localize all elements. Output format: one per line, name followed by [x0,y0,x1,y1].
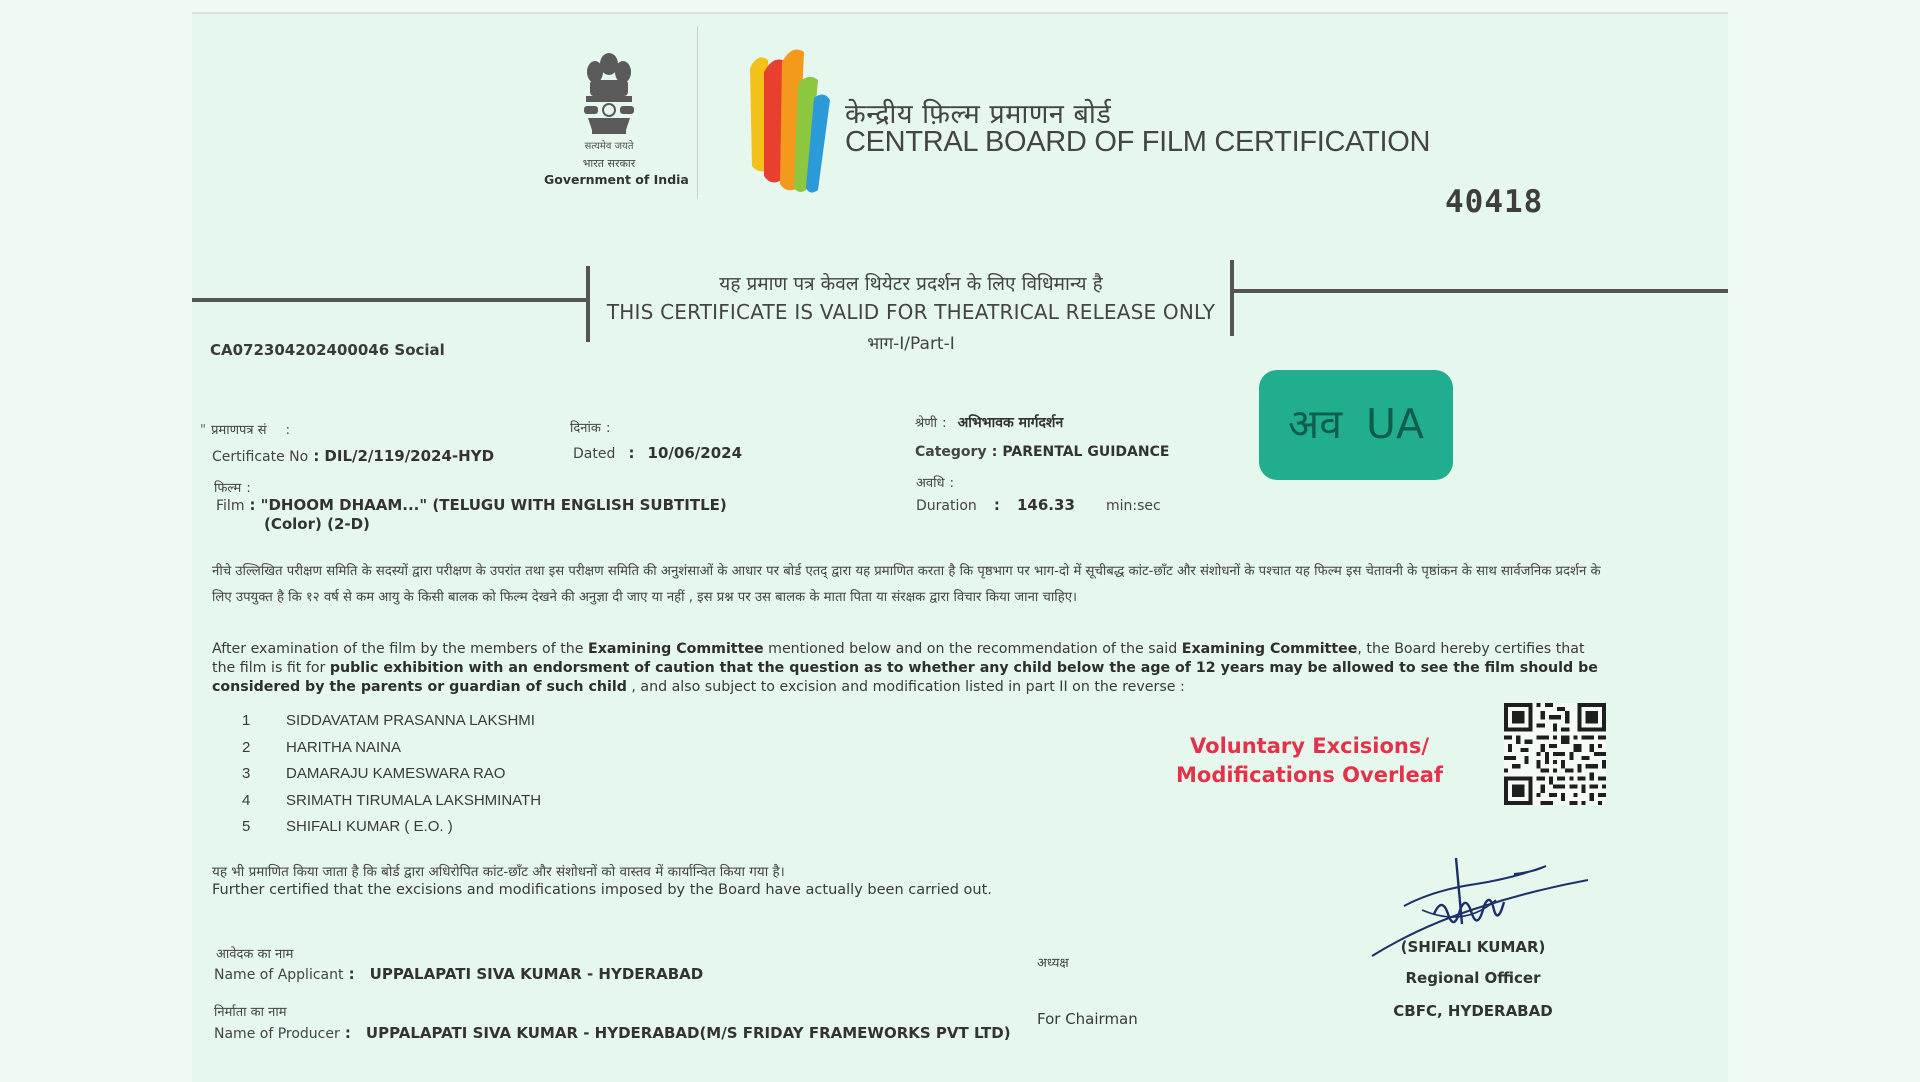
government-emblem-block [544,50,689,187]
applicant-label-hindi: आवेदक का नाम [216,947,294,962]
list-item: 4 SRIMATH TIRUMALA LAKSHMINATH [242,791,542,809]
government-hindi: भारत सरकार [582,157,636,170]
duration-value: 146.33 [1017,496,1075,514]
film-format: (Color) (2-D) [264,515,370,533]
government-english: Government of India [544,172,689,187]
film-hindi-row: फिल्म : [214,481,251,496]
category-hindi-row: श्रेणी : अभिभावक मार्गदर्शन [915,415,1064,431]
film-row: Film : "DHOOM DHAAM..." (TELUGU WITH ENGLISH SUBTITLE) [216,496,727,514]
applicant-row: Name of Applicant : UPPALAPATI SIVA KUMAR - HYDERABAD [214,965,704,983]
reference-number: CA072304202400046 Social [210,341,445,359]
emblem-motto: सत्यमेव जयते [584,141,634,152]
duration-unit: min:sec [1105,498,1161,514]
producer-row: Name of Producer : UPPALAPATI SIVA KUMAR - HYDERABAD(M/S FRIDAY FRAMEWORKS PVT LTD) [214,1024,1011,1042]
banner-rule-right [1232,289,1728,293]
dated-value: 10/06/2024 [647,444,742,462]
producer-label-english: Name of Producer [214,1026,340,1042]
certificate-label-english: Certificate No [212,449,309,465]
board-title-english: CENTRAL BOARD OF FILM CERTIFICATION [845,126,1431,158]
applicant-label-english: Name of Applicant [214,967,344,983]
list-item: 5 SHIFALI KUMAR ( E.O. ) [242,818,453,835]
signatory-office: CBFC, HYDERABAD [1393,1002,1553,1020]
category-label-hindi: श्रेणी [915,416,937,431]
film-label-hindi: फिल्म [214,481,242,496]
further-certified-english: Further certified that the excisions and modifications imposed by the Board have actually been carried out. [212,882,992,898]
duration-label-hindi: अवधि [916,476,945,491]
board-title-hindi: केन्द्रीय फ़िल्म प्रमाणन बोर्ड [845,99,1112,130]
committee-list [242,712,541,845]
header-divider [697,26,698,199]
signatory-role: Regional Officer [1405,969,1541,987]
dated-label-english: Dated [573,446,616,462]
certificate-no-hindi-row: " प्रमाणपत्र सं : [200,423,290,438]
dated-row: Dated : 10/06/2024 [573,444,742,462]
certification-text-english: After examination of the film by the members of the Examining Committee mentioned below and on the recommendation of the said Examining Committee, the Board hereby certifies that the film is fit for public exhibition with an endorsment of caution that the question as to whether any child below the age of 12 years may be allowed to see the film should be considered by the parents or guardian of such child , and also subject to excision and modification listed in part II on the reverse : [212,641,1598,695]
duration-label-english: Duration [916,498,977,514]
certificate-no-value: DIL/2/119/2024-HYD [324,447,495,465]
category-label-english: Category [915,444,987,460]
category-row: Category : PARENTAL GUIDANCE [915,444,1170,460]
validity-banner [596,270,1226,354]
rating-badge [1259,370,1453,480]
list-item: 1 SIDDAVATAM PRASANNA LAKSHMI [242,712,535,729]
rating-hindi: अव [1287,400,1343,448]
producer-label-hindi: निर्माता का नाम [214,1005,287,1020]
rating-english: UA [1366,400,1425,448]
certificate-sheet [192,12,1728,1082]
duration-hindi-row: अवधि : [916,476,955,491]
qr-code-icon [1504,703,1606,805]
banner-bar-left [586,266,590,342]
banner-rule-left [192,298,588,302]
banner-bar-right [1230,260,1234,336]
ashoka-emblem-icon [578,50,640,140]
validity-part: भाग-I/Part-I [867,334,955,354]
serial-number: 40418 [1445,184,1544,220]
validity-english: THIS CERTIFICATE IS VALID FOR THEATRICAL RELEASE ONLY [606,300,1216,324]
certification-text-hindi: नीचे उल्लिखित परीक्षण समिति के सदस्यों द्वारा परीक्षण के उपरांत तथा इस परीक्षण समिति की अनुशंसाओं के आधार पर बोर्ड एतद् द्वारा यह प्रमाणित करता है कि पृष्ठभाग पर भाग-दो में सूचीबद्ध कांट-छाँट और संशोधनों के पश्चात यह फिल्म इस चेतावनी के पृष्ठांकन के साथ सार्वजनिक प्रदर्शन के लिए उपयुक्त है कि १२ वर्ष से कम आयु के किसी बालक को फिल्म देखने की अनुज्ञा दी जाए या नहीं , इस प्रश्न पर उस बालक के माता पिता या संरक्षक द्वारा विचार किया जाना चाहिए। [212,564,1601,605]
producer-value: UPPALAPATI SIVA KUMAR - HYDERABAD(M/S FRIDAY FRAMEWORKS PVT LTD) [365,1024,1011,1042]
list-item: 2 HARITHA NAINA [242,738,402,756]
category-value-hindi: अभिभावक मार्गदर्शन [957,415,1064,431]
cbfc-logo-icon [738,38,838,198]
signatory-name: (SHIFALI KUMAR) [1400,938,1546,956]
validity-hindi: यह प्रमाण पत्र केवल थियेटर प्रदर्शन के लिए विधिमान्य है [719,273,1103,295]
film-label-english: Film [216,498,245,514]
further-certified-hindi: यह भी प्रमाणित किया जाता है कि बोर्ड द्वारा अधिरोपित कांट-छाँट और संशोधनों को वास्तव में कार्यान्वित किया गया है। [212,864,785,880]
chairman-english: For Chairman [1037,1010,1138,1028]
applicant-value: UPPALAPATI SIVA KUMAR - HYDERABAD [369,965,704,983]
film-title: "DHOOM DHAAM..." (TELUGU WITH ENGLISH SUBTITLE) [260,496,727,514]
category-value: PARENTAL GUIDANCE [1002,444,1170,460]
chairman-hindi: अध्यक्ष [1037,956,1069,971]
certificate-no-row: Certificate No : DIL/2/119/2024-HYD [212,447,495,465]
duration-row: Duration : 146.33 min:sec [916,496,1161,514]
voluntary-excisions-stamp: Voluntary Excisions/ Modifications Overleaf [1176,734,1444,787]
list-item: 3 DAMARAJU KAMESWARA RAO [242,765,506,782]
certificate-label-hindi: प्रमाणपत्र सं [211,423,267,438]
dated-label-hindi: दिनांक [570,421,601,436]
dated-hindi-row: दिनांक : [570,421,611,436]
